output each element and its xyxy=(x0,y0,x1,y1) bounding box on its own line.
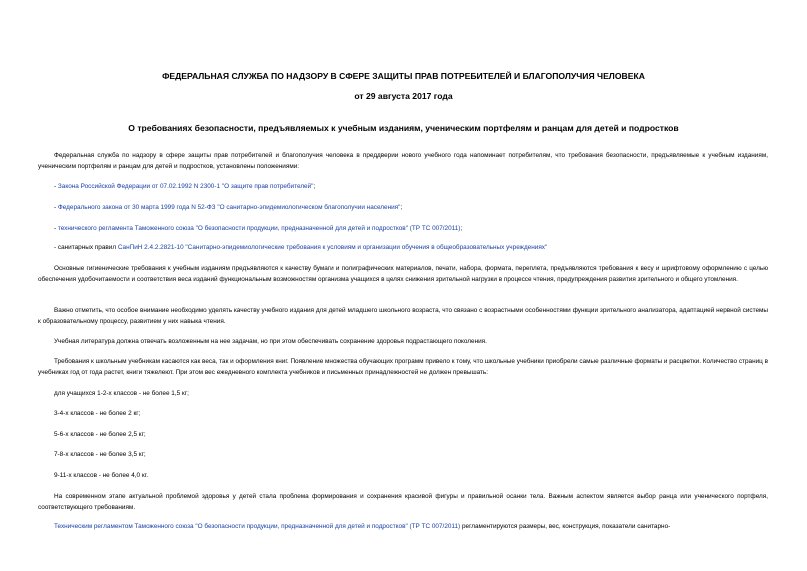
ref-link-sanitary-law[interactable]: Федерального закона от 30 марта 1999 года N 52-ФЗ "О санитарно-эпидемиологическом благополучии населения" xyxy=(57,204,401,211)
weight-item: 7-8-х классов - не более 3,5 кг; xyxy=(54,451,146,458)
posture-paragraph: На современном этапе актуальной проблемой здоровья у детей стала проблема формирования и сохранения красивой фигуры и правильной осанки тела. Важным аспектом является выбор ранца или ученического портфеля, соответствующего требованиям. xyxy=(38,493,768,511)
ref-prefix: - xyxy=(54,225,58,232)
weight-item: 3-4-х классов - не более 2 кг; xyxy=(54,410,141,417)
tr-ts-link[interactable]: Техническим регламентом Таможенного союза "О безопасности продукции, предназначенной для детей и подростков" (ТР ТС 007/2011) xyxy=(54,523,461,530)
ref-suffix: ; xyxy=(400,204,403,211)
ref-prefix: - санитарных правил xyxy=(54,244,118,251)
document-date: от 29 августа 2017 года xyxy=(354,91,453,101)
ref-link-sanpin[interactable]: СанПиН 2.4.2.2821-10 "Санитарно-эпидемиологические требования к условиям и организации обучения в общеобразовательных учреждениях" xyxy=(117,244,548,251)
weight-paragraph: Требования к школьным учебникам касаются как веса, так и оформления книг. Появление множества обучающих программ привело к тому, что школьные учебники приобрели самые различные форматы и расцветки. Количество страниц в учебниках год от года растет, книги тяжелеют. При этом вес ежедневного комплекта учебников и письменных принадлежностей не должен превышать: xyxy=(38,358,768,376)
ref-prefix: - xyxy=(54,183,58,190)
agency-title: ФЕДЕРАЛЬНАЯ СЛУЖБА ПО НАДЗОРУ В СФЕРЕ ЗАЩИТЫ ПРАВ ПОТРЕБИТЕЛЕЙ И БЛАГОПОЛУЧИЯ ЧЕЛОВЕКА xyxy=(162,71,645,81)
weight-item: 5-6-х классов - не более 2,5 кг; xyxy=(54,431,146,438)
ref-suffix: ; xyxy=(460,225,463,232)
ref-item xyxy=(54,182,768,193)
ref-item xyxy=(54,243,768,254)
ref-prefix: - xyxy=(54,204,58,211)
weight-item: для учащихся 1-2-х классов - не более 1,5 кг; xyxy=(54,390,189,397)
regulation-text: регламентируются размеры, вес, конструкция, показатели санитарно- xyxy=(460,523,671,530)
intro-paragraph: Федеральная служба по надзору в сфере защиты прав потребителей и благополучия человека в преддверии нового учебного года напоминает потребителям, что требования безопасности, предъявляемые к учебным изданиям, ученическим портфелям и ранцам для детей и подростков, установлены положениями: xyxy=(38,152,768,170)
health-paragraph: Учебная литература должна отвечать возложенным на нее задачам, но при этом обеспечивать сохранение здоровья подрастающего поколения. xyxy=(54,338,487,345)
regulation-paragraph xyxy=(38,522,768,533)
hygiene-paragraph: Основные гигиенические требования к учебным изданиям предъявляются к качеству бумаги и полиграфических материалов, печати, набора, формата, переплета, предъявляются требования к весу и шрифтовому оформлению с целью обеспечения удобочитаемости и соответствия веса изданий функциональным возможностям организма учащихся в целях снижения зрительной нагрузки в процессе чтения, предупреждения развития зрительного и общего утомления. xyxy=(38,265,768,283)
ref-suffix: ; xyxy=(313,183,316,190)
document-subject: О требованиях безопасности, предъявляемых к учебным изданиям, ученическим портфелям и ранцам для детей и подростков xyxy=(128,123,679,133)
ref-link-tr-ts[interactable]: технического регламента Таможенного союза "О безопасности продукции, предназначенной для детей и подростков" (ТР ТС 007/2011) xyxy=(57,225,461,232)
ref-item xyxy=(54,203,768,214)
attention-paragraph: Важно отметить, что особое внимание необходимо уделять качеству учебного издания для детей младшего школьного возраста, что связано с возрастными особенностями функции зрительного анализатора, адаптацией нервной системы к образовательному процессу, развитием у них навыка чтения. xyxy=(38,307,768,325)
ref-item xyxy=(54,224,768,235)
ref-link-consumer-law[interactable]: Закона Российской Федерации от 07.02.1992 N 2300-1 "О защите прав потребителей" xyxy=(57,183,314,190)
weight-item: 9-11-х классов - не более 4,0 кг. xyxy=(54,472,148,479)
